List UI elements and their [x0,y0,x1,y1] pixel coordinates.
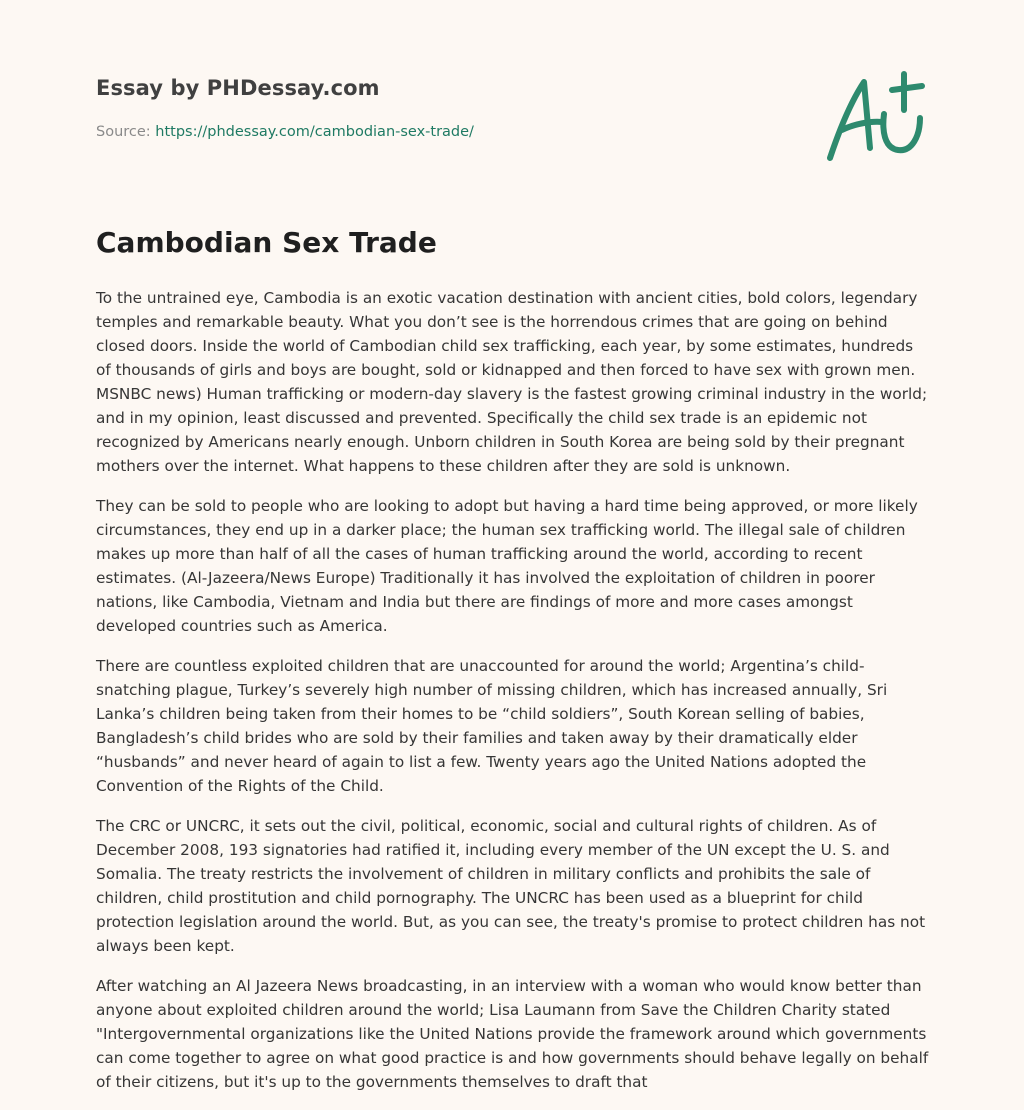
a-plus-grade-icon [818,66,930,166]
source-link[interactable]: https://phdessay.com/cambodian-sex-trade/ [155,124,474,140]
source-line [96,124,474,140]
source-label: Source: [96,124,151,140]
essay-title: Cambodian Sex Trade [96,226,437,259]
site-brand: Essay by PHDessay.com [96,76,380,100]
essay-paragraph: There are countless exploited children that are unaccounted for around the world; Argentina’s child-snatching plague, Turkey’s severely high number of missing children, which has increased annually, Sri Lanka’s children being taken from their homes to be “child soldiers”, South Korean selling of babies, Bangladesh’s child brides who are sold by their families and taken away by their dramatically elder “husbands” and never heard of again to list a few. Twenty years ago the United Nations adopted the Convention of the Rights of the Child. [96,657,888,795]
essay-paragraph: After watching an Al Jazeera News broadcasting, in an interview with a woman who would know better than anyone about exploited children around the world; Lisa Laumann from Save the Children Charity stated "Intergovernmental organizations like the United Nations provide the framework around which governments can come together to agree on what good practice is and how governments should behave legally on behalf of their citizens, but it's up to the governments themselves to draft that [96,977,929,1091]
essay-body [96,286,932,1110]
essay-paragraph: To the untrained eye, Cambodia is an exotic vacation destination with ancient cities, bold colors, legendary temples and remarkable beauty. What you don’t see is the horrendous crimes that are going on behind closed doors. Inside the world of Cambodian child sex trafficking, each year, by some estimates, hundreds of thousands of girls and boys are bought, sold or kidnapped and then forced to have sex with grown men. MSNBC news) Human trafficking or modern-day slavery is the fastest growing criminal industry in the world; and in my opinion, least discussed and prevented. Specifically the child sex trade is an epidemic not recognized by Americans nearly enough. Unborn children in South Korea are being sold by their pregnant mothers over the internet. What happens to these children after they are sold is unknown. [96,289,928,475]
essay-paragraph: The CRC or UNCRC, it sets out the civil, political, economic, social and cultural rights of children. As of December 2008, 193 signatories had ratified it, including every member of the UN except the U. S. and Somalia. The treaty restricts the involvement of children in military conflicts and prohibits the sale of children, child prostitution and child pornography. The UNCRC has been used as a blueprint for child protection legislation around the world. But, as you can see, the treaty's promise to protect children has not always been kept. [96,817,926,955]
essay-paragraph: They can be sold to people who are looking to adopt but having a hard time being approved, or more likely circumstances, they end up in a darker place; the human sex trafficking world. The illegal sale of children makes up more than half of all the cases of human trafficking around the world, according to recent estimates. (Al-Jazeera/News Europe) Traditionally it has involved the exploitation of children in poorer nations, like Cambodia, Vietnam and India but there are findings of more and more cases amongst developed countries such as America. [96,497,918,635]
